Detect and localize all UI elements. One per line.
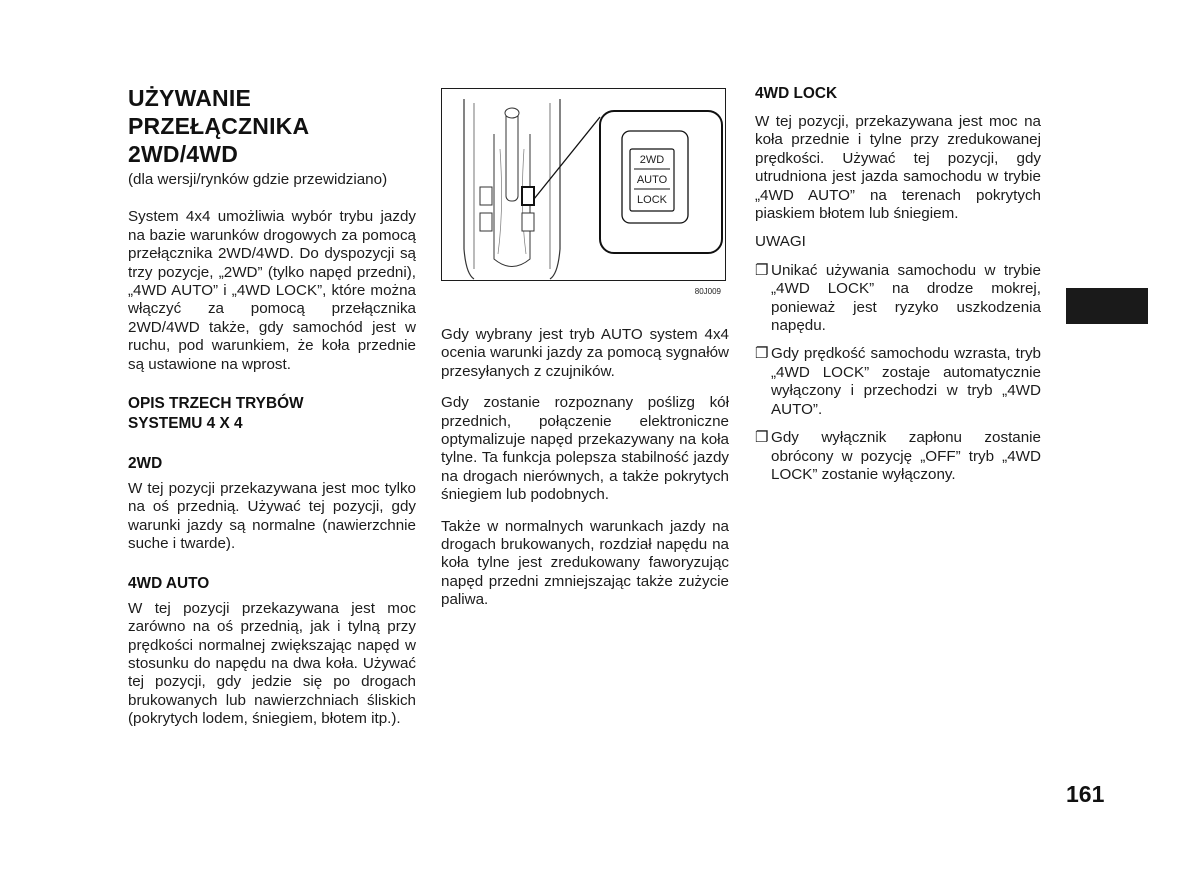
side-switch-4wd [522, 187, 534, 205]
note-text: Gdy wyłącznik zapłonu zostanie obrócony w pozycję „OFF” tryb „4WD LOCK” zostanie wyłączony. [771, 429, 1041, 483]
gear-lever [506, 111, 518, 201]
title-line-2: PRZEŁĄCZNIKA [128, 113, 310, 139]
switch-label-2wd: 2WD [639, 154, 665, 166]
switch-label-lock: LOCK [637, 194, 667, 206]
figure-code: 80J009 [694, 287, 721, 296]
mode-auto-text: W tej pozycji przekazywana jest moc zarówno na oś przednią, jak i tylną przy prędkości normalnej zwiększając napęd w stosunku do napędu na dwa koła. Używać tej pozycji, gdy jedzie się po drogach brukowanych lub nawierzchniach śliskich (pokrytych lodem, śniegiem, błotem itp.). [128, 599, 416, 728]
console-left-edge [464, 99, 474, 279]
console-right-edge [550, 99, 560, 279]
note-item [755, 429, 1041, 484]
title-line-3: 2WD/4WD [128, 141, 239, 167]
title-line-1: UŻYWANIE [128, 85, 251, 111]
checkbox-icon: ❐ [755, 345, 769, 363]
notes-heading: UWAGI [755, 233, 806, 251]
note-text: Unikać używania samochodu w trybie „4WD LOCK” na drodze mokrej, ponieważ jest ryzyko uszkodzenia napędu. [771, 261, 1041, 335]
normal-paragraph: Także w normalnych warunkach jazdy na drogach brukowanych, rozdział napędu na koła tylne jest zredukowany faworyzując napęd przedni zmniejszając także zużycie paliwa. [441, 517, 729, 609]
page-number: 161 [1066, 781, 1105, 807]
checkbox-icon: ❐ [755, 429, 769, 447]
side-switch-bottom-right [522, 213, 534, 231]
slip-paragraph: Gdy zostanie rozpoznany poślizg kół przednich, połączenie elektroniczne optymalizuje napęd przekazywany na koła tylne. Ta funkcja polepsza stabilność jazdy na drogach nierównych, a także pokrytych śniegiem lub podobnych. [441, 394, 729, 504]
section-heading [128, 394, 416, 434]
switch-label-auto: AUTO [636, 174, 668, 186]
column-middle [441, 88, 729, 610]
page-title [128, 84, 416, 168]
mode-2wd-text: W tej pozycji przekazywana jest moc tylko na oś przednią. Używać tej pozycji, gdy warunki jazdy są normalne (nawierzchnie suche i twarde). [128, 480, 416, 553]
chapter-tab [1066, 288, 1148, 324]
checkbox-icon: ❐ [755, 261, 769, 279]
intro-paragraph: System 4x4 umożliwia wybór trybu jazdy na bazie warunków drogowych za pomocą przełącznika 2WD/4WD. Do dyspozycji są trzy pozycje, „2WD” (tylko napęd przedni), „4WD AUTO” i „4WD LOCK”, które można włączyć za pomocą przełącznika 2WD/4WD także, gdy samochód jest w ruchu, pod warunkiem, że koła przednie są ustawione na wprost. [128, 208, 416, 373]
console-drawing [442, 89, 727, 282]
side-switch-top-left [480, 187, 492, 205]
lever-knob [505, 108, 519, 118]
lock-text: W tej pozycji, przekazywana jest moc na koła przednie i tylne przy zredukowanej prędkości. Używać tej pozycji, gdy utrudniona jest jazda samochodu w trybie „4WD AUTO” na terenach pokrytych piaskiem błotem lub śniegiem. [755, 113, 1041, 223]
section-heading-line-1: OPIS TRZECH TRYBÓW [128, 395, 304, 413]
column-left [128, 84, 416, 729]
section-heading-line-2: SYSTEMU 4 X 4 [128, 415, 243, 433]
switch-illustration [441, 88, 726, 296]
auto-paragraph: Gdy wybrany jest tryb AUTO system 4x4 ocenia warunki jazdy za pomocą sygnałów przesyłanych z czujników. [441, 326, 729, 380]
column-right [755, 84, 1041, 484]
subtitle: (dla wersji/rynków gdzie przewidziano) [128, 171, 388, 188]
mode-auto-heading: 4WD AUTO [128, 574, 210, 592]
side-switch-bottom-left [480, 213, 492, 231]
callout-line [534, 117, 600, 199]
mode-2wd-heading: 2WD [128, 455, 163, 473]
note-text: Gdy prędkość samochodu wzrasta, tryb „4WD LOCK” zostaje automatycznie wyłączony i przechodzi w tryb „4WD AUTO”. [771, 345, 1041, 418]
lock-heading: 4WD LOCK [755, 85, 838, 102]
note-item [755, 262, 1041, 336]
note-item [755, 345, 1041, 419]
